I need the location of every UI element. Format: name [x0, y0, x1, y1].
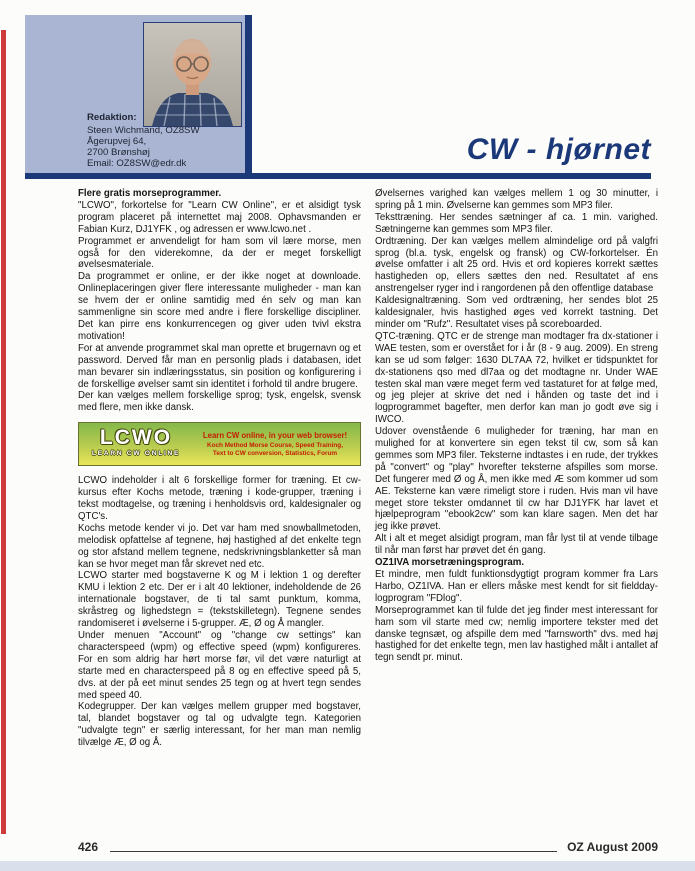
- lcwo-features-line1: Koch Method Morse Course, Speed Training,: [206, 442, 343, 450]
- editor-address-line2: 2700 Brønshøj: [87, 147, 150, 158]
- paragraph: Programmet er anvendeligt for ham som vil lære morse, men også for den viderekomne, da der er meget forskelligt øvelsesmateriale.: [78, 235, 361, 271]
- redaktion-label: Redaktion:: [87, 112, 137, 123]
- paragraph: LCWO indeholder i alt 6 forskellige former for træning. Et cw-kursus efter Kochs metode, træning i kode-grupper, træning i tekst modtagelse, og træning i henholdsvis ord, kaldesignaler og QTC's.: [78, 475, 361, 522]
- paragraph: Et mindre, men fuldt funktionsdygtigt program kommer fra Lars Harbo, OZ1IVA. Han er ellers måske mest kendt for sit fieldday-logprogram "FDlog".: [375, 569, 658, 604]
- right-column: [375, 188, 658, 749]
- paragraph: Kochs metode kender vi jo. Det var ham med snowballmetoden, melodisk opfattelse af tegnene, høj hastighed af det enkelte tegn og stor afstand mellem tegnene, nedskrivningsblanketter så man kan se hvor meget man får skrevet ned etc.: [78, 522, 361, 570]
- paragraph: Under menuen "Account" og "change cw settings" kan characterspeed (wpm) og effective speed (wpm) konfigureres. For en som aldrig har hørt morse før, vil det være naturligt at starte med en characterspeed på 8 og en effective speed på 5, dvs. at der på eet minut sendes 25 tegn og at hvert tegn sendes med speed 40.: [78, 630, 361, 701]
- lcwo-tagline: Learn CW online, in your web browser!: [202, 431, 348, 441]
- lcwo-logo-text: LCWO: [99, 426, 173, 450]
- lcwo-features-line2: Text to CW conversion, Statistics, Forum: [212, 449, 338, 457]
- paragraph: LCWO starter med bogstaverne K og M i lektion 1 og derefter KMU i lektion 2 etc. Der er i alt 40 lektioner, indeholdende de 26 internationale bogstaver, de ti tal samt punktum, komma, skråstreg og lighedstegn = (tekstskilletegn). Tegnene sendes randomiseret i øvelserne i 5-grupper. Æ, Ø og Å mangler.: [78, 570, 361, 630]
- masthead-rule: [25, 173, 651, 179]
- paragraph: Morseprogrammet kan til fulde det jeg finder mest interessant for ham som vil starte med cw; nemlig importere tekster med det danske tegnsæt, og afspille dem med "farnsworth" dvs. med høj hastighed for det enkelte tegn, men lav hastighed målt i antallet af tegn sendt pr. minut.: [375, 604, 658, 664]
- scan-edge-stripe: [1, 30, 6, 834]
- section-heading: Flere gratis morseprogrammer.: [78, 188, 222, 199]
- paragraph: Teksttræning. Her sendes sætninger af ca. 1 min. varighed. Sætningerne kan gemmes som MP3 filer.: [375, 211, 658, 235]
- paragraph: Kaldesignaltræning. Som ved ordtræning, her sendes blot 25 kaldesignaler, hvis hastighed øges ved korrekt tastning. Det minder om "Rufz". Resultatet vises på scoreboarded.: [375, 295, 658, 330]
- article-body: [78, 188, 658, 749]
- page-footer: [78, 840, 658, 854]
- paragraph: "LCWO", forkortelse for "Learn CW Online", er et alsidigt tysk program placeret på internettet maj 2008. Ophavsmanden er Fabian Kurz, DJ1YFK , og adressen er www.lcwo.net .: [78, 199, 361, 235]
- lcwo-logo-subtitle: LEARN CW ONLINE: [91, 450, 181, 458]
- masthead-contact-block: [87, 112, 200, 169]
- paragraph: Ordtræning. Der kan vælges mellem almindelige ord på valgfri sprog (bl.a. tysk, engelsk og fransk) og CW-forkortelser. Én øvelse omfatter i alt 25 ord. Hvis et ord kopieres korrekt sættes hastigheden op, ellers sættes den ned. Resultatet af ens anstrengelser ryger ind i rangordenen på den offentlige database: [375, 235, 658, 295]
- lcwo-logo-block: [79, 428, 193, 460]
- section-heading: OZ1IVA morsetræningsprogram.: [375, 557, 525, 569]
- masthead-vertical-bar: [245, 15, 252, 179]
- footer-rule: [110, 841, 557, 852]
- paragraph: For at anvende programmet skal man oprette et brugernavn og et password. Derved får man en personlig plads i databasen, idet man bevarer sin indlæringsstatus, sin position og konfigurering i de forskellige øvelser samt sin identitet i forhold til andre brugere.: [78, 342, 361, 390]
- masthead-box: [25, 15, 245, 173]
- lcwo-banner-text: [193, 431, 360, 457]
- editor-address-line1: Ågerupvej 64,: [87, 136, 147, 147]
- left-column: [78, 188, 361, 749]
- page-number: 426: [78, 840, 99, 854]
- issue-label: OZ August 2009: [567, 840, 658, 854]
- paragraph: Alt i alt et meget alsidigt program, man får lyst til at vende tilbage til når man først har prøvet det én gang.: [375, 533, 658, 557]
- paragraph: Kodegrupper. Der kan vælges mellem grupper med bogstaver, tal, blandet bogstaver og tal og udvalgte tegn. Kategorien "udvalgte tegn" er særlig interessant, for her man man nemlig tilvælge Æ, Ø og Å.: [78, 701, 361, 749]
- paragraph: Øvelsernes varighed kan vælges mellem 1 og 30 minutter, i spring på 1 min. Øvelserne kan gemmes som MP3 filer.: [375, 188, 658, 211]
- page-title: CW - hjørnet: [466, 133, 651, 166]
- portrait-illustration: [144, 23, 241, 126]
- editor-name: Steen Wichmand, OZ8SW: [87, 125, 200, 136]
- lcwo-banner: [78, 422, 361, 466]
- bottom-strip: [0, 861, 695, 871]
- paragraph: Der kan vælges mellem forskellige sprog; tysk, engelsk, svensk med flere, men ikke dansk.: [78, 390, 361, 414]
- editor-email: Email: OZ8SW@edr.dk: [87, 158, 187, 169]
- paragraph: Udover ovenstående 6 muligheder for træning, har man en mulighed for at konvertere sin egen tekst til cw, som så kan gemmes som MP3 filer. Teksterne indtastes i en rude, der trykkes på "convert" og "play" hvorefter teksterne afspilles som morse. Det fungerer med Ø og Å, men ikke med Æ som kommer ud som AE. Teksterne kan være rimeligt store i ruden. Hvis man vil have meget store tekster omdannet til cw har DJ1YFK har lavet et hjælpeprogram "ebook2cw" som kan klare sagen. Men det har jeg ikke prøvet.: [375, 426, 658, 533]
- paragraph: QTC-træning. QTC er de strenge man modtager fra dx-stationer i WAE testen, som er overstået for i år (8 - 9 aug. 2009). En streng kan se ud som følger: 1630 DL7AA 72, hvilket er tidspunktet for dx-stationens qso med dl7aa og det modtagne nr. Under WAE testen skal man være meget ferm ved tastaturet for at følge med, og jeg plejer at skrive det ned i hånden og taste det ind i logprogrammet bagefter, men derfor kan man jo godt øve sig i IWCO.: [375, 330, 658, 426]
- paragraph: Da programmet er online, er der ikke noget at downloade. Onlineplaceringen giver flere interessante muligheder - man kan se hvem der er online samtidig med én selv og man kan sammenligne sin score med andre i flere forskellige discipliner. Det kan pirre ens konkurrencegen og giver uden tvivl ekstra motivation!: [78, 271, 361, 342]
